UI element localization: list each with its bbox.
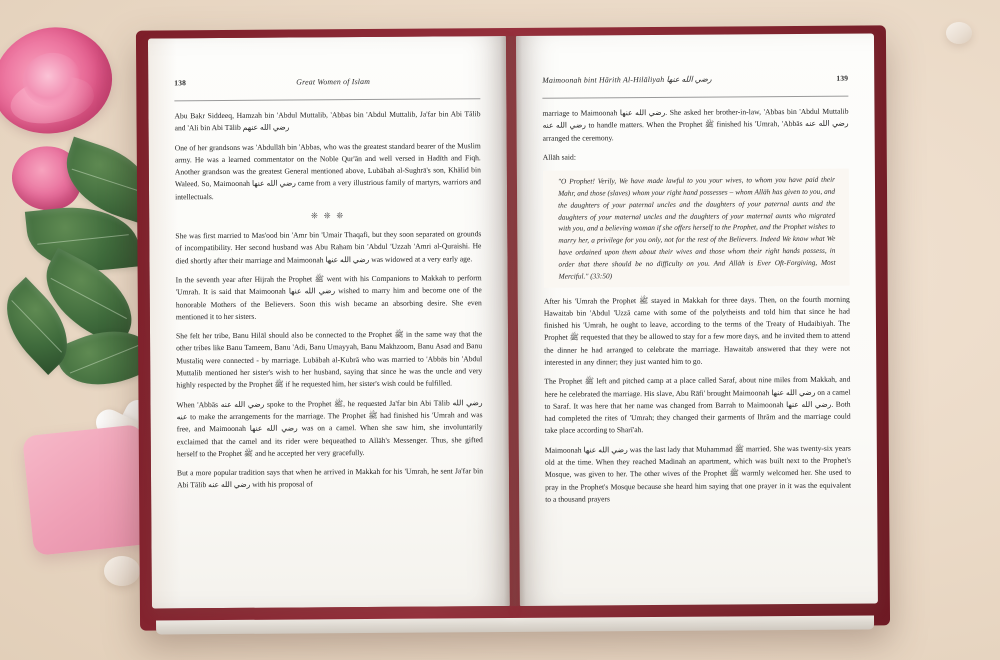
paragraph: In the seventh year after Hijrah the Prophet ﷺ went with his Companions to Makkah to perform 'Umrah. It is said that Maimoonah رضي الله عنها wished to marry him and become one of the honorable Mothers of the Believers. Soon this wish became an absorbing desire. She even mentioned it to her sisters.: [175, 273, 482, 322]
paragraph: Abu Bakr Siddeeq, Hamzah bin 'Abdul Muttalib, 'Abbas bin 'Abdul Muttalib, Ja'far bin Abi Tālib and 'Ali bin Abi Tālib رضي الله عنهم: [174, 109, 481, 133]
right-folio: 139: [836, 73, 849, 83]
paragraph: When 'Abbās رضي الله عنه spoke to the Prophet ﷺ, he requested Ja'far bin Abi Tālib رضي الله عنه to make the arrangements for the marriage. The Prophet ﷺ had finished his 'Umrah and was free, and Maimoonah رضي الله عنها was on a camel. When she saw him, she involuntarily exclaimed that the camel and its rider were bequeathed to Allāh's Messenger. Thus, she gifted herself to the Prophet ﷺ and he accepted her very gracefully.: [176, 397, 483, 459]
left-running-head: Great Women of Islam: [296, 76, 371, 87]
rose-flower-top-left: [0, 17, 122, 145]
pebble-top-right: [946, 22, 972, 44]
paragraph: Maimoonah رضي الله عنها was the last lady that Muhammad ﷺ married. She was twenty-six years old at the time. When they reached Madinah an apartment, which was built next to the Prophet's Mosque, was given to her. The other wives of the Prophet ﷺ warmly welcomed her. She used to pray in the Prophet's Mosque because she heard him saying that one prayer in it was the equivalent to a thousand prayers: [544, 443, 852, 504]
paragraph: marriage to Maimoonah رضي الله عنها. She asked her brother-in-law, 'Abbas bin 'Abdul Muttalib رضي الله عنه to handle matters. When the Prophet ﷺ finished his 'Umrah, 'Abbās رضي الله عنه arranged the ceremony.: [542, 106, 849, 143]
paragraph: She felt her tribe, Banu Hilāl should also be connected to the Prophet ﷺ in the same way that the other tribes like Banu Tameem, Banu 'Adi, Banu Umayyah, Banu Makhzoom, Banu Asad and Banu Mustaliq were connected - by marriage. Lubābah al-Kubrā who was married to 'Abbās bin 'Abdul Muttalib mentioned her sister's wish to her husband, saying that since he was the uncle and very highly respected by the Prophet ﷺ if he requested him, her sister's wish could be fulfilled.: [176, 329, 483, 390]
right-header-rule: [542, 96, 848, 99]
right-page: [516, 33, 878, 605]
left-page: [148, 36, 510, 608]
right-running-head: Maimoonah bint Hārith Al-Hilāliyah رضي الله عنها: [542, 74, 712, 85]
right-page-header: [542, 74, 848, 88]
left-folio: 138: [174, 78, 187, 88]
paragraph: One of her grandsons was 'Abdullāh bin 'Abbas, who was the greatest standard bearer of the Muslim army. He was a learned commentator on the Noble Qur'ān and well versed in Hadīth and Fiqh. Another grandson was the greatest General mentioned above, Lubābah al-Sughrā's son, Khālid bin Waleed. So, Maimoonah رضي الله عنها came from a very illustrious family of martyrs, warriors and intellectuals.: [174, 140, 481, 202]
pebble-bottom: [104, 556, 140, 586]
paragraph: Allāh said:: [542, 152, 576, 162]
paragraph: After his 'Umrah the Prophet ﷺ stayed in Makkah for three days. Then, on the fourth morning Hawaitab bin 'Abdul 'Uzzā came with some of the polytheists and told him that since he had finished his 'Umrah, he ought to leave, according to the terms of the Treaty of Hudaibiyah. The Prophet ﷺ requested that they be allowed to stay for a few more days, and he invited them to attend the dinner he had arranged to celebrate the marriage. Hawaitab answered that they were not interested in any dinner; they just wanted him to go.: [543, 294, 851, 367]
open-book: [146, 33, 880, 626]
right-page-body: [542, 106, 852, 614]
ornament-divider: ❊ ❊ ❊: [311, 211, 346, 221]
quran-quote: "O Prophet! Verily, We have made lawful to you your wives, to whom you have paid their Mahr, and those (slaves) whom your right hand possesses – whom Allāh has given to you, and the daughters of your paternal uncles and the daughters of your paternal aunts and the daughters of your maternal uncles and the daughters of your maternal aunts who migrated with you, and a believing woman if she offers herself to the Prophet, and the Prophet wishes to marry her, a privilege for you only, not for the rest of the Believers. Indeed We know what We have ordained upon them about their wives and those whom their right hands possess, in order that there should be no difficulty on you. And Allāh is Ever Oft-Forgiving, Most Merciful." (33:50): [543, 169, 850, 287]
paragraph: She was first married to Mas'ood bin 'Amr bin 'Umair Thaqafi, but they soon separated on grounds of incompatibility. Her second husband was Abu Raham bin 'Abdul 'Uzzah 'Amri al-Quraishi. He died shortly after their marriage and Maimoonah رضي الله عنها was widowed at a very early age.: [175, 229, 482, 266]
left-page-header: [174, 76, 480, 90]
paragraph: The Prophet ﷺ left and pitched camp at a place called Saraf, about nine miles from Makkah, and here he celebrated the marriage. His slave, Abu Rāfi' brought Maimoonah رضي الله عنها on a camel to Saraf. It was here that her name was changed from Barrah to Maimoonah رضي الله عنها. Both had completed the rites of 'Umrah; they changed their garments of Ihrām and the marriage could take place according to Sharī'ah.: [544, 374, 851, 436]
paragraph: But a more popular tradition says that when he arrived in Makkah for his 'Umrah, he sent Ja'far bin Abi Tālib رضي الله عنه with his proposal of: [176, 466, 484, 490]
left-header-rule: [174, 98, 480, 101]
left-page-body: [174, 108, 484, 616]
pink-box: [22, 424, 154, 556]
